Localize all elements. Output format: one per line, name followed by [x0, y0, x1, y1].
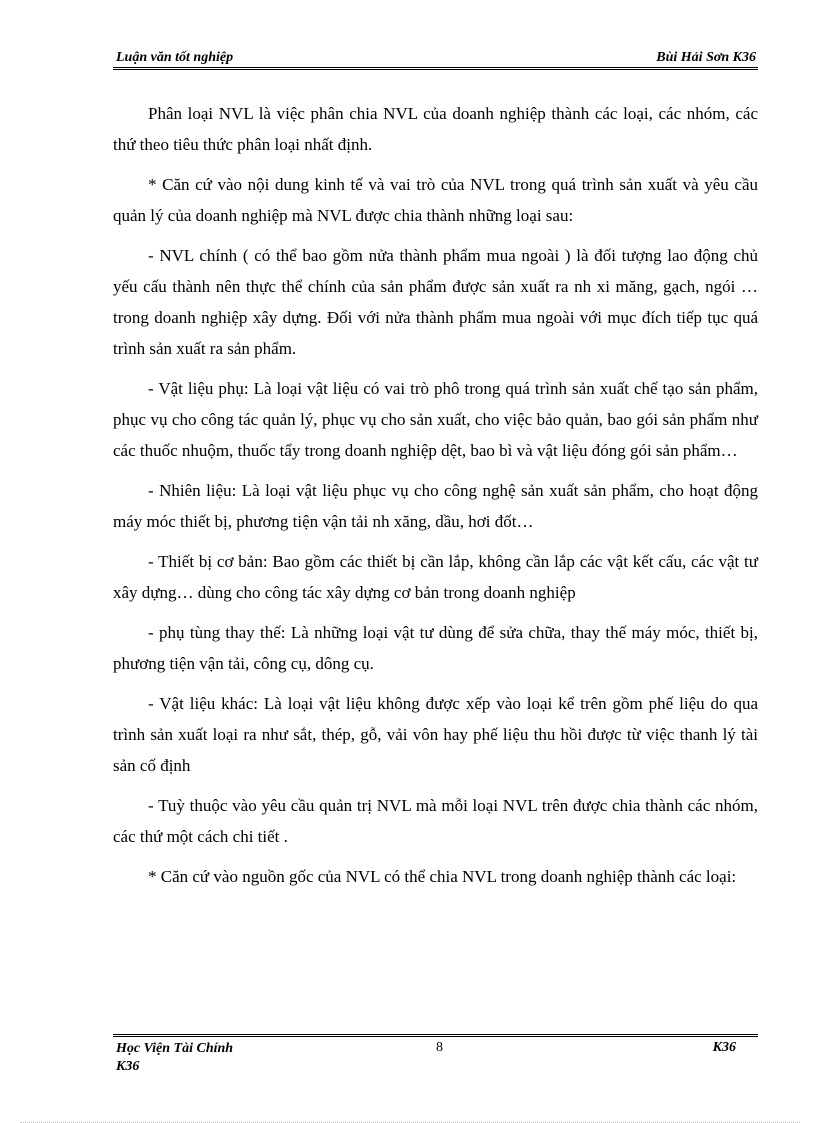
- footer-rule: [113, 1034, 758, 1037]
- paragraph-3: - NVL chính ( có thể bao gồm nửa thành phẩm mua ngoài ) là đối tượng lao động chủ yếu cấu thành nên thực thể chính của sản phẩm được sản xuất ra nh xi măng, gạch, ngói …trong doanh nghiệp xây dựng. Đối với nửa thành phẩm mua ngoài với mục đích tiếp tục quá trình sản xuất ra sản phẩm.: [113, 246, 758, 358]
- footer-institution: [116, 1040, 233, 1076]
- paragraph-6: - Thiết bị cơ bản: Bao gồm các thiết bị cần lắp, không cần lắp các vật kết cấu, các vật tư xây dựng… dùng cho công tác xây dựng cơ bản trong doanh nghiệp: [113, 552, 758, 602]
- paragraph-4: - Vật liệu phụ: Là loại vật liệu có vai trò phô trong quá trình sản xuất chế tạo sản phẩm, phục vụ cho công tác quản lý, phục vụ cho sản xuất, cho việc bảo quản, bao gói sản phẩm như các thuốc nhuộm, thuốc tẩy trong doanh nghiệp dệt, bao bì và vật liệu đóng gói sản phẩm…: [113, 379, 758, 460]
- paragraph-9: - Tuỳ thuộc vào yêu cầu quản trị NVL mà mỗi loại NVL trên được chia thành các nhóm, các thứ một cách chi tiết .: [113, 796, 758, 846]
- document-body: [113, 98, 758, 901]
- paragraph-8: - Vật liệu khác: Là loại vật liệu không được xếp vào loại kể trên gồm phế liệu do qua trình sản xuất loại ra như sắt, thép, gỗ, vải vôn hay phế liệu thu hồi được từ việc thanh lý tài sản cố định: [113, 694, 758, 775]
- header-author: Bùi Hải Sơn K36: [656, 50, 756, 65]
- page-header: [113, 48, 758, 68]
- header-rule: [113, 67, 758, 70]
- page-footer: [113, 1040, 758, 1080]
- page-number: 8: [436, 1040, 443, 1055]
- footer-class: K36: [712, 1040, 736, 1055]
- footer-institution-class: K36: [116, 1059, 140, 1074]
- footer-institution-name: Học Viện Tài Chính: [116, 1041, 234, 1056]
- paragraph-5: - Nhiên liệu: Là loại vật liệu phục vụ cho công nghệ sản xuất sản phẩm, cho hoạt động máy móc thiết bị, phương tiện vận tải nh xăng, dầu, hơi đốt…: [113, 481, 758, 531]
- paragraph-1: Phân loại NVL là việc phân chia NVL của doanh nghiệp thành các loại, các nhóm, các thứ theo tiêu thức phân loại nhất định.: [113, 104, 758, 154]
- header-thesis-title: Luận văn tốt nghiệp: [116, 50, 234, 65]
- paragraph-7: - phụ tùng thay thế: Là những loại vật tư dùng để sửa chữa, thay thế máy móc, thiết bị, phương tiện vận tải, công cụ, dông cụ.: [113, 623, 758, 673]
- paragraph-2: * Căn cứ vào nội dung kinh tế và vai trò của NVL trong quá trình sản xuất và yêu cầu quản lý của doanh nghiệp mà NVL được chia thành những loại sau:: [113, 175, 758, 225]
- paragraph-10: * Căn cứ vào nguồn gốc của NVL có thể chia NVL trong doanh nghiệp thành các loại:: [148, 867, 737, 886]
